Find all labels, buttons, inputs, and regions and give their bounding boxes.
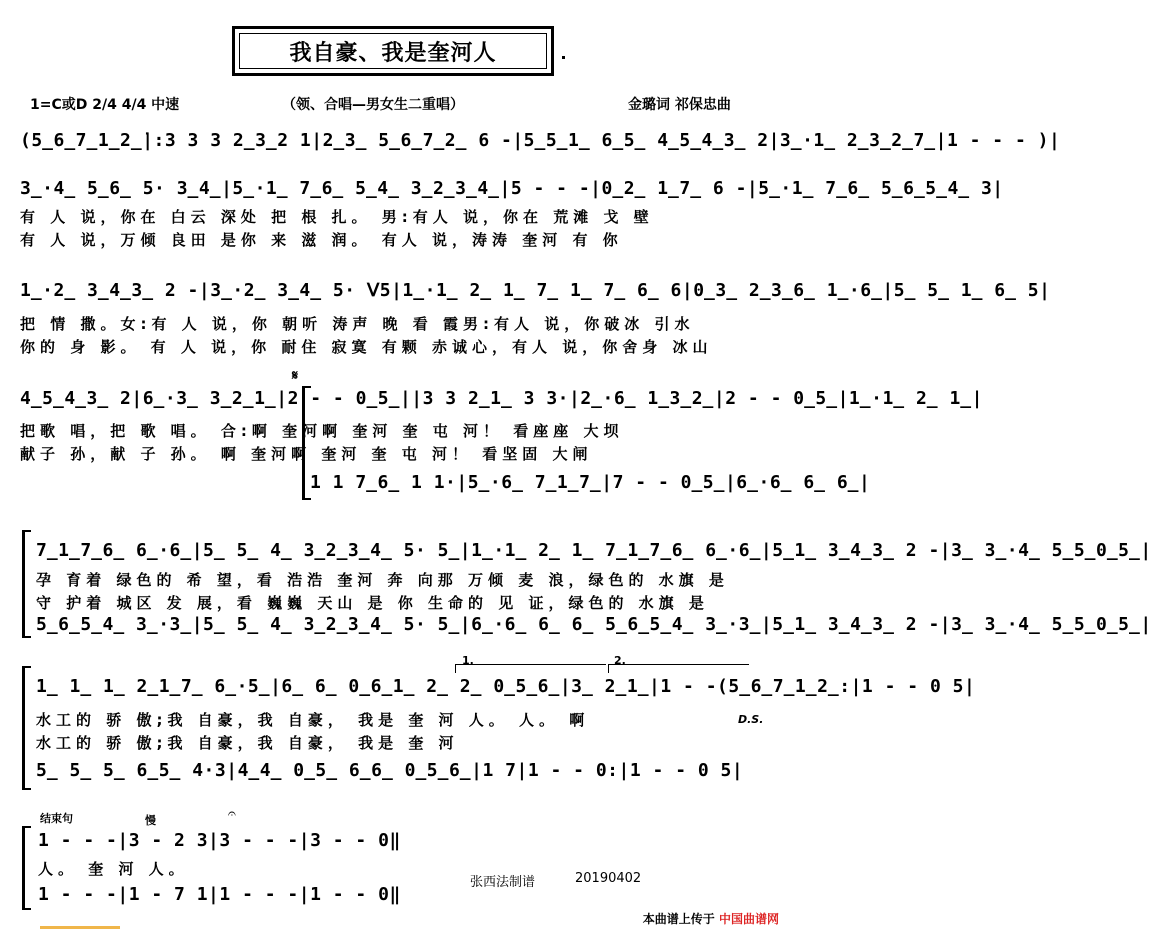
- system-6-notes: 1̲ 1̲ 1̲ 2̲1̲7̲ 6̲·5̲|6̲ 6̲ 0̲6̲1̲ 2̲ 2̲ 0̲5̲6̲|3̲ 2̲1̲|1 - -(5̲6̲7̲1̲2̲:|1 - - 0 5|: [36, 676, 976, 697]
- ending-label: 结束句: [40, 812, 73, 825]
- system-4-notes: 4̲5̲4̲3̲ 2|6̲·3̲ 3̲2̲1̲|2 - - 0̲5̲||3 3 2̲1̲ 3 3·|2̲·6̲ 1̲3̲2̲|2 - - 0̲5̲|1̲·1̲ 2̲ 1̲|: [20, 388, 983, 409]
- system-2-notes: 3̲·4̲ 5̲6̲ 5· 3̲4̲|5̲·1̲ 7̲6̲ 5̲4̲ 3̲2̲3̲4̲|5 - - -|0̲2̲ 1̲7̲ 6 -|5̲·1̲ 7̲6̲ 5̲6̲5̲4̲ 3|: [20, 178, 1004, 199]
- upload-source: [643, 910, 779, 927]
- volta-2-bracket: [608, 664, 749, 673]
- system-2-lyric-1: 有 人 说，你在 白云 深处 把 根 扎。 男:有人 说，你在 荒滩 戈 壁: [20, 208, 654, 226]
- arrangement-date: 20190402: [575, 871, 642, 886]
- system-3-lyric-2: 你的 身 影。 有 人 说，你 耐住 寂寞 有颗 赤诚心，有人 说，你舍身 冰山: [20, 338, 713, 356]
- system-5-lyric-2: 守 护着 城区 发 展，看 巍巍 天山 是 你 生命的 见 证，绿色的 水旗 是: [36, 594, 709, 612]
- system-5-brace: [22, 530, 31, 638]
- system-7-lyric: 人。 奎 河 人。: [38, 860, 189, 878]
- volta-1-label: 1.: [462, 654, 474, 667]
- system-2-lyric-2: 有 人 说，万倾 良田 是你 来 滋 润。 有人 说，涛涛 奎河 有 你: [20, 231, 623, 249]
- system-5-lower-part: 5̲6̲5̲4̲ 3̲·3̲|5̲ 5̲ 4̲ 3̲2̲3̲4̲ 5· 5̲|6̲·6̲ 6̲ 6̲ 5̲6̲5̲4̲ 3̲·3̲|5̲1̲ 3̲4̲3̲ 2 -|3̲ 3̲·4̲ 5̲5̲0̲5̲|: [36, 614, 1152, 635]
- slow-label: 慢: [145, 814, 156, 827]
- system-7-notes: 1 - - -|3 - 2 3|3 - - -|3 - - 0‖: [38, 830, 401, 851]
- system-7-lower-part: 1 - - -|1 - 7 1|1 - - -|1 - - 0‖: [38, 884, 401, 905]
- system-6-lower-part: 5̲ 5̲ 5̲ 6̲5̲ 4·3|4̲4̲ 0̲5̲ 6̲6̲ 0̲5̲6̲|1 7|1 - - 0:|1 - - 0 5|: [36, 760, 744, 781]
- system-4-lyric-1: 把歌 唱，把 歌 唱。 合:啊 奎河啊 奎河 奎 屯 河！ 看座座 大坝: [20, 422, 624, 440]
- performance-form: （领、合唱—男女生二重唱）: [282, 97, 464, 113]
- system-4-brace: [302, 386, 311, 500]
- system-3-lyric-1: 把 情 撒。女:有 人 说，你 朝听 涛声 晚 看 霞男:有人 说，你破冰 引水: [20, 315, 695, 333]
- key-meter-tempo: 1=C或D 2/4 4/4 中速: [30, 97, 180, 113]
- credits: 金璐词 祁保忠曲: [628, 97, 731, 113]
- segno-mark: 𝄋: [292, 368, 299, 384]
- system-7-brace: [22, 826, 31, 910]
- system-1-notes: (5̲6̲7̲1̲2̲̇|:3 3 3 2̲3̲2 1|2̲3̲ 5̲6̲7̲2̲ 6 -|5̲5̲1̲ 6̲5̲ 4̲5̲4̲3̲ 2|3̲·1̲ 2̲3̲2̲7̲|1 - - - )|: [20, 130, 1061, 151]
- title-frame: [232, 26, 554, 76]
- system-3-notes: 1̲·2̲ 3̲4̲3̲ 2 -|3̲·2̲ 3̲4̲ 5· ᐯ5|1̲·1̲ 2̲ 1̲ 7̲ 1̲ 7̲ 6̲ 6|0̲3̲ 2̲3̲6̲ 1̲·6̲|5̲ 5̲ 1̲ 6̲ 5|: [20, 280, 1051, 301]
- system-5-lyric-1: 孕 育着 绿色的 希 望，看 浩浩 奎河 奔 向那 万倾 麦 浪，绿色的 水旗 是: [36, 571, 729, 589]
- system-5-notes: 7̲1̲7̲6̲ 6̲·6̲|5̲ 5̲ 4̲ 3̲2̲3̲4̲ 5· 5̲|1̲·1̲ 2̲ 1̲ 7̲1̲7̲6̲ 6̲·6̲|5̲1̲ 3̲4̲3̲ 2 -|3̲ 3̲·4̲ 5̲5̲0̲5̲|: [36, 540, 1152, 561]
- song-title: 我自豪、我是奎河人: [239, 33, 547, 69]
- system-4-lyric-2: 献子 孙，献 子 孙。 啊 奎河啊 奎河 奎 屯 河！ 看坚固 大闸: [20, 445, 593, 463]
- site-logo: 中国曲谱网: [718, 912, 779, 926]
- fermata-mark: 𝄐: [228, 806, 236, 822]
- system-6-lyric-1: 水工的 骄 傲;我 自豪，我 自豪， 我是 奎 河 人。 人。 啊: [36, 711, 590, 729]
- system-6-lyric-2: 水工的 骄 傲;我 自豪，我 自豪， 我是 奎 河: [36, 734, 459, 752]
- volta-2-label: 2.: [614, 654, 626, 667]
- system-6-brace: [22, 666, 31, 790]
- upload-text: 本曲谱上传于: [642, 912, 715, 926]
- arranger: 张西法制谱: [470, 875, 536, 890]
- decorative-line: [40, 926, 120, 929]
- dot-mark: [562, 56, 565, 59]
- ds-marking: D.S.: [738, 713, 764, 726]
- system-4-lower-part: 1 1 7̲6̲ 1 1·|5̲·6̲ 7̲1̲7̲|7 - - 0̲5̲|6̲·6̲ 6̲ 6̲|: [310, 472, 871, 493]
- volta-1-bracket: [455, 664, 606, 673]
